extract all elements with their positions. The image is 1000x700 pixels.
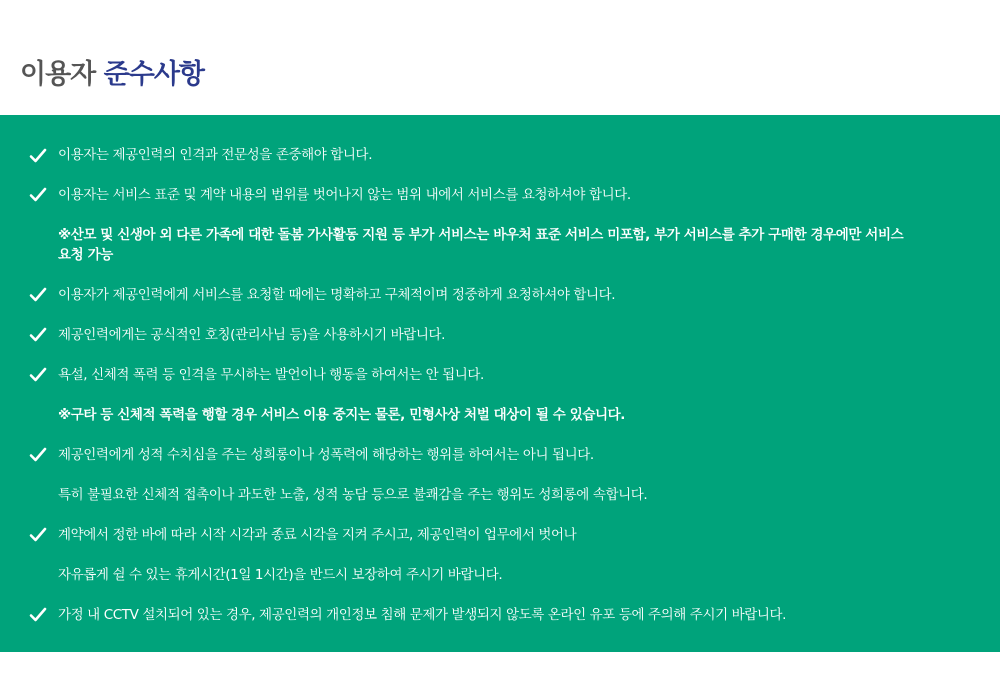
check-icon xyxy=(29,606,47,624)
page-header xyxy=(0,0,1000,115)
check-icon xyxy=(29,446,47,464)
page-title-accent: 준수사항 xyxy=(103,59,204,90)
rules-list xyxy=(0,115,1000,652)
rule-item: 욕설, 신체적 폭력 등 인격을 무시하는 발언이나 행동을 하여서는 안 됩니다. xyxy=(58,367,484,383)
rule-item: 계약에서 정한 바에 따라 시작 시각과 종료 시각을 지켜 주시고, 제공인력이 업무에서 벗어나 xyxy=(58,527,577,543)
check-icon xyxy=(29,366,47,384)
rule-note: ※산모 및 신생아 외 다른 가족에 대한 돌봄 가사활동 지원 등 부가 서비스는 바우처 표준 서비스 미포함, 부가 서비스를 추가 구매한 경우에만 서비스 요청 가능 xyxy=(58,227,904,263)
rule-item: 이용자가 제공인력에게 서비스를 요청할 때에는 명확하고 구체적이며 정중하게 요청하셔야 합니다. xyxy=(58,287,616,303)
check-icon xyxy=(29,526,47,544)
check-icon xyxy=(29,326,47,344)
rule-item: 제공인력에게는 공식적인 호칭(관리사님 등)을 사용하시기 바랍니다. xyxy=(58,327,446,343)
rule-item: 이용자는 제공인력의 인격과 전문성을 존중해야 합니다. xyxy=(58,147,373,163)
check-icon xyxy=(29,286,47,304)
rule-continuation: 자유롭게 쉴 수 있는 휴게시간(1일 1시간)을 반드시 보장하여 주시기 바랍니다. xyxy=(58,567,503,583)
page-title-prefix: 이용자 xyxy=(20,59,96,90)
rules-panel xyxy=(0,115,1000,652)
rule-item: 제공인력에게 성적 수치심을 주는 성희롱이나 성폭력에 해당하는 행위를 하여서는 아니 됩니다. xyxy=(58,447,594,463)
page-title xyxy=(20,56,204,94)
check-icon xyxy=(29,147,47,165)
rule-item: 가정 내 CCTV 설치되어 있는 경우, 제공인력의 개인정보 침해 문제가 발생되지 않도록 온라인 유포 등에 주의해 주시기 바랍니다. xyxy=(58,607,787,623)
check-icon xyxy=(29,186,47,204)
rule-item: 이용자는 서비스 표준 및 계약 내용의 범위를 벗어나지 않는 범위 내에서 서비스를 요청하셔야 합니다. xyxy=(58,187,631,203)
rule-note: ※구타 등 신체적 폭력을 행할 경우 서비스 이용 중지는 물론, 민형사상 처벌 대상이 될 수 있습니다. xyxy=(58,407,626,423)
rule-continuation: 특히 불필요한 신체적 접촉이나 과도한 노출, 성적 농담 등으로 불쾌감을 주는 행위도 성희롱에 속합니다. xyxy=(58,487,648,503)
